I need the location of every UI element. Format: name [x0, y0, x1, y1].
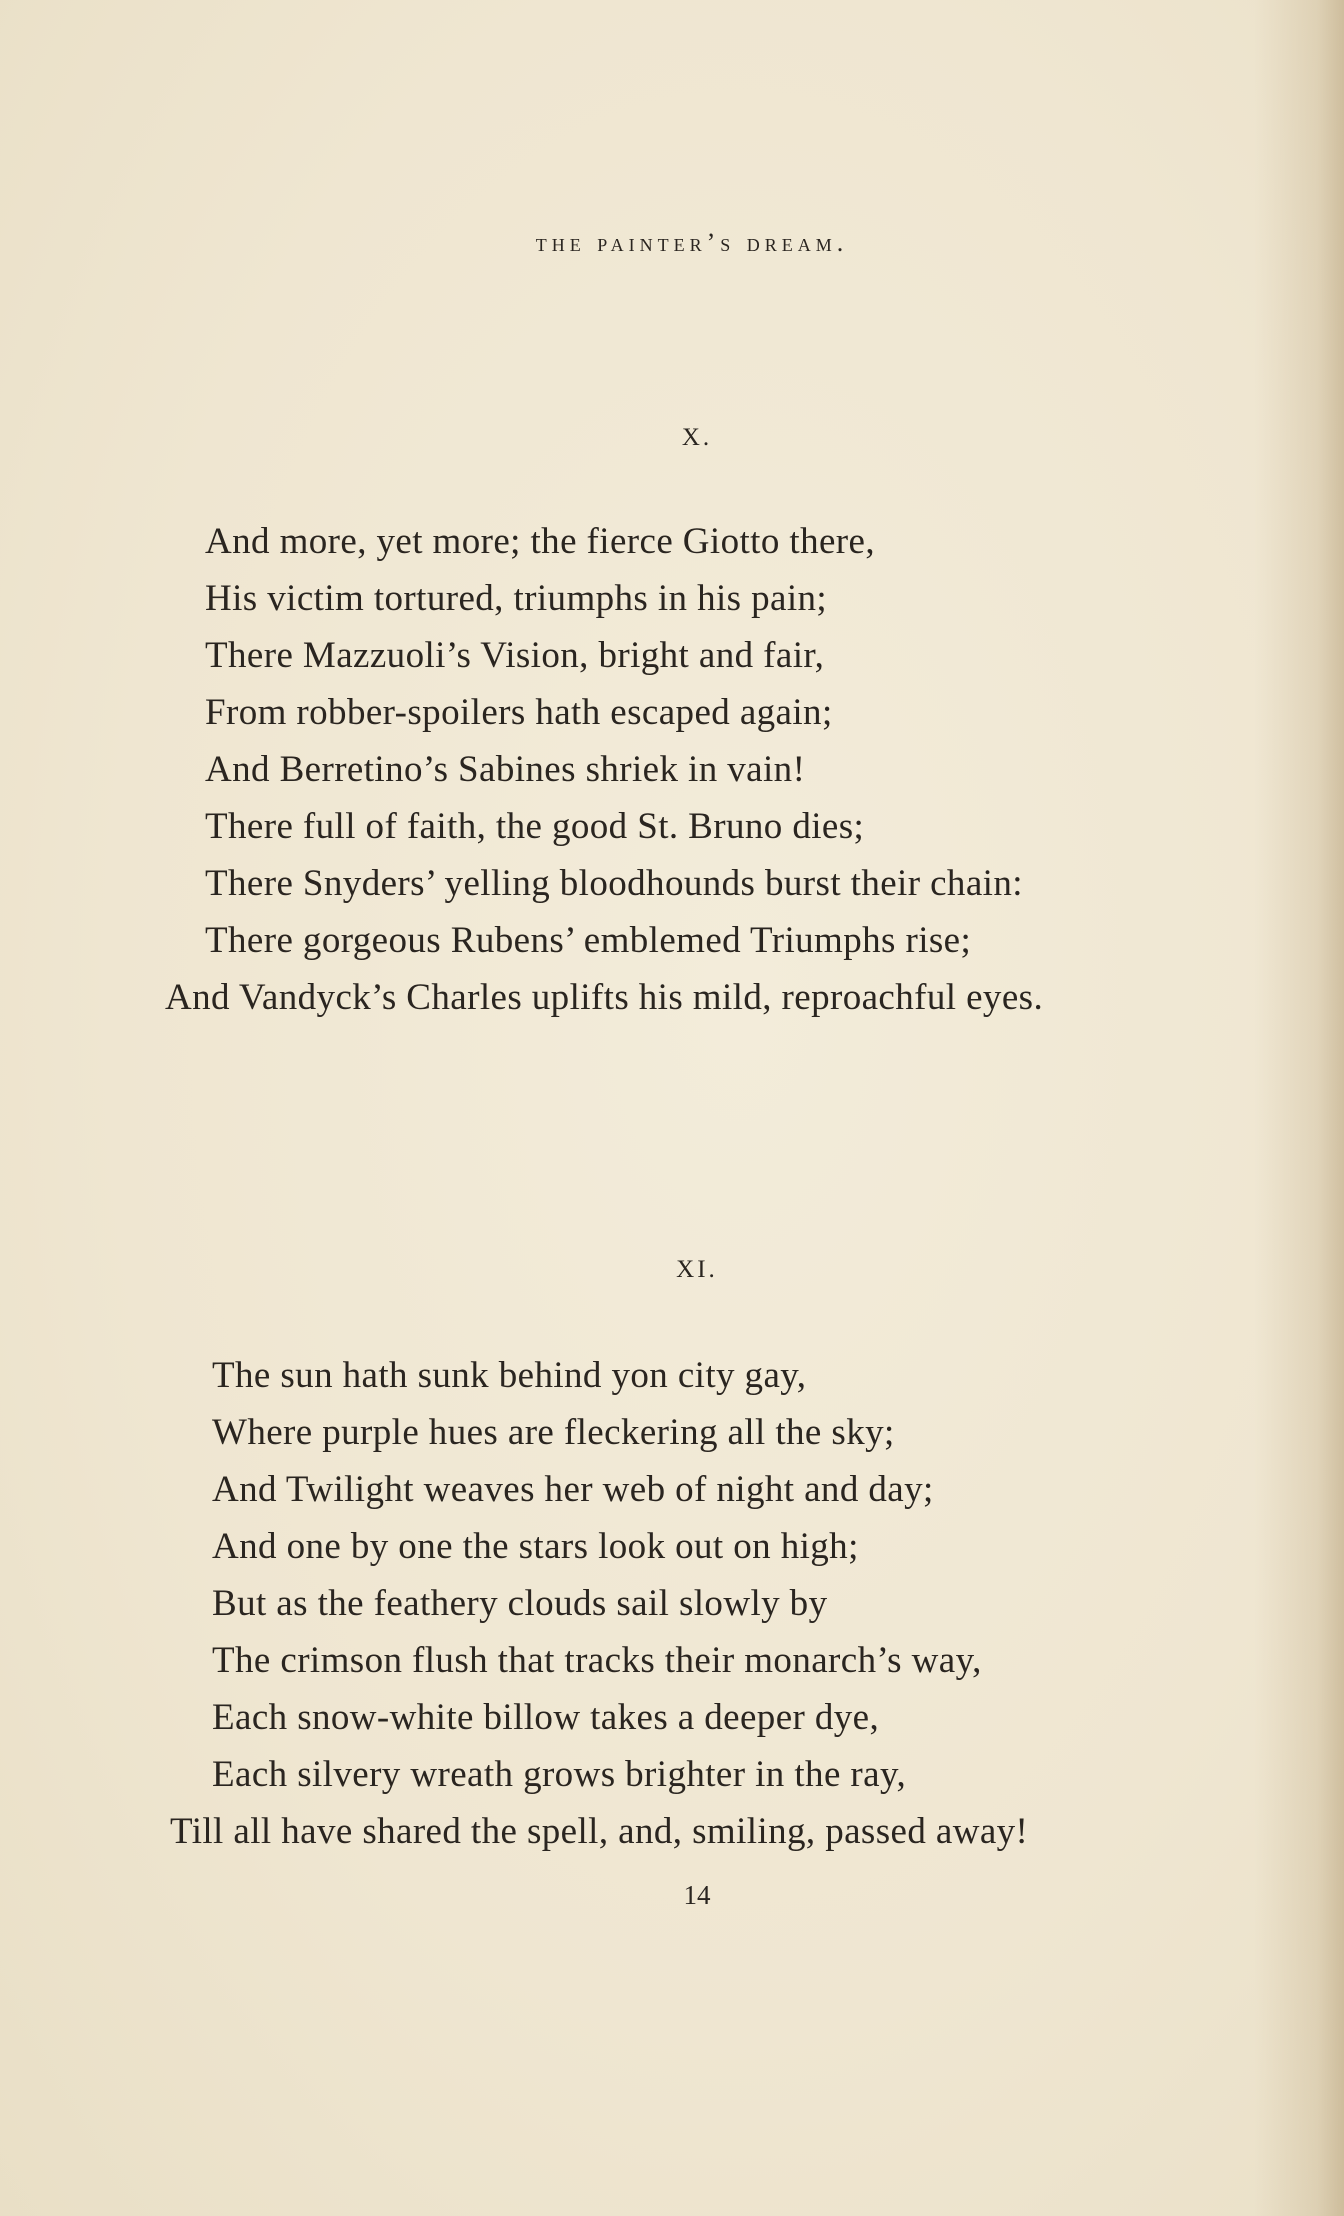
- verse-line: There Mazzuoli’s Vision, bright and fair,: [205, 635, 825, 676]
- running-head-text: the painter’s dream.: [535, 228, 849, 257]
- verse-line: And Vandyck’s Charles uplifts his mild, reproachful eyes.: [165, 977, 1044, 1018]
- verse-line: Where purple hues are fleckering all the sky;: [212, 1412, 895, 1453]
- verse-line: There Snyders’ yelling bloodhounds burst their chain:: [205, 863, 1023, 904]
- verse-line: Till all have shared the spell, and, smiling, passed away!: [170, 1811, 1029, 1852]
- verse-line: His victim tortured, triumphs in his pain;: [205, 578, 828, 619]
- verse-line: From robber-spoilers hath escaped again;: [205, 692, 833, 733]
- running-head: [0, 228, 1344, 258]
- verse-line: Each silvery wreath grows brighter in the ray,: [212, 1754, 907, 1795]
- verse-line: And one by one the stars look out on high;: [212, 1526, 859, 1567]
- verse-line: But as the feathery clouds sail slowly by: [212, 1583, 828, 1624]
- verse-line: And Twilight weaves her web of night and day;: [212, 1469, 934, 1510]
- verse-line: The sun hath sunk behind yon city gay,: [212, 1355, 807, 1396]
- verse-line: And Berretino’s Sabines shriek in vain!: [205, 749, 806, 790]
- verse-line: There full of faith, the good St. Bruno dies;: [205, 806, 865, 847]
- verse-line: The crimson flush that tracks their monarch’s way,: [212, 1640, 982, 1681]
- verse-line: Each snow-white billow takes a deeper dye,: [212, 1697, 880, 1738]
- verse-line: There gorgeous Rubens’ emblemed Triumphs rise;: [205, 920, 972, 961]
- page-number: 14: [683, 1880, 711, 1910]
- stanza-number: XI.: [676, 1256, 718, 1283]
- verse-line: And more, yet more; the fierce Giotto there,: [205, 521, 875, 562]
- stanza-number: X.: [681, 424, 713, 451]
